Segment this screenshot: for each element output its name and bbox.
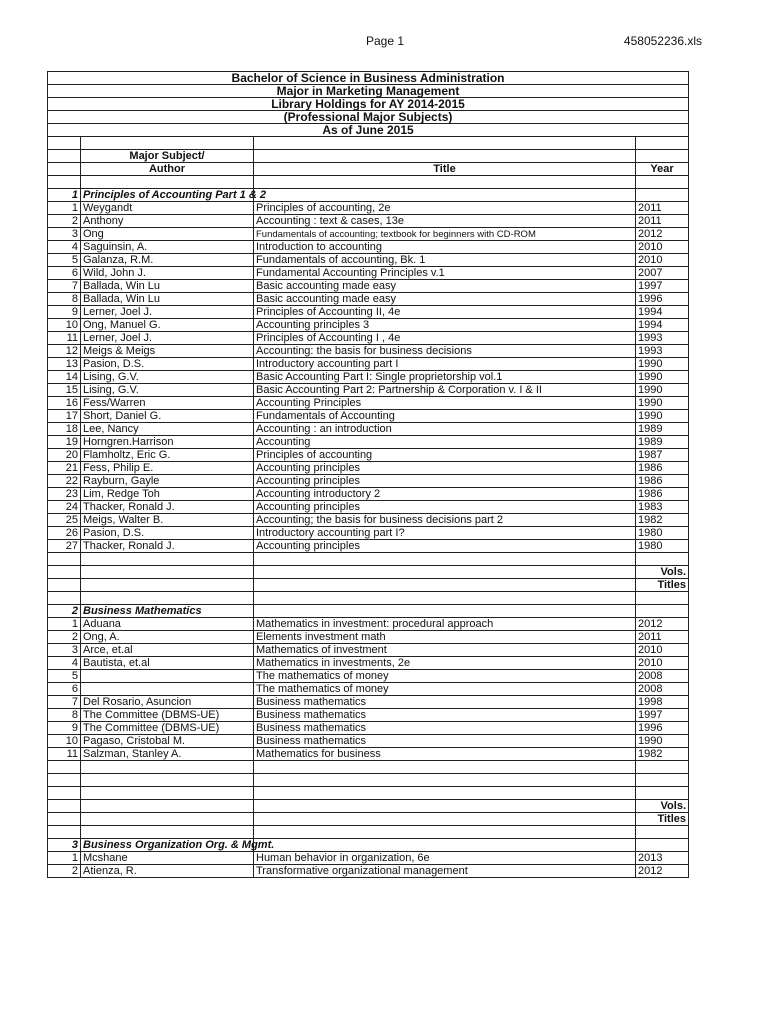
totals-row (48, 579, 689, 592)
author-cell: Short, Daniel G. (81, 410, 254, 423)
table-row (48, 709, 689, 722)
col-subject-header: Major Subject/ (81, 150, 254, 163)
author-cell: Lising, G.V. (81, 384, 254, 397)
year-cell: 1982 (636, 748, 689, 761)
table-row (48, 865, 689, 878)
author-cell: Pagaso, Cristobal M. (81, 735, 254, 748)
title-cell: Principles of Accounting II, 4e (254, 306, 636, 319)
row-number: 9 (48, 722, 81, 735)
blank-row (48, 553, 689, 566)
doc-title-line: (Professional Major Subjects) (48, 111, 689, 124)
doc-title-line: Bachelor of Science in Business Administration (48, 72, 689, 85)
table-row (48, 202, 689, 215)
title-cell: Accounting : an introduction (254, 423, 636, 436)
table-row (48, 215, 689, 228)
row-number: 2 (48, 215, 81, 228)
author-cell: Horngren.Harrison (81, 436, 254, 449)
row-number: 1 (48, 618, 81, 631)
year-cell: 1990 (636, 371, 689, 384)
year-cell: 1990 (636, 358, 689, 371)
row-number: 6 (48, 683, 81, 696)
year-cell: 1989 (636, 436, 689, 449)
row-number: 8 (48, 709, 81, 722)
section-header-row (48, 839, 689, 852)
title-cell: Principles of Accounting I , 4e (254, 332, 636, 345)
author-cell: Ong (81, 228, 254, 241)
table-row (48, 514, 689, 527)
year-cell: 2011 (636, 202, 689, 215)
row-number: 9 (48, 306, 81, 319)
title-cell: Mathematics of investment (254, 644, 636, 657)
author-cell: Mcshane (81, 852, 254, 865)
title-cell: Fundamentals of accounting; textbook for beginners with CD-ROM (254, 228, 636, 241)
row-number: 26 (48, 527, 81, 540)
page-number: Page 1 (366, 34, 405, 48)
table-row (48, 358, 689, 371)
totals-row (48, 813, 689, 826)
year-cell: 1983 (636, 501, 689, 514)
year-cell: 2007 (636, 267, 689, 280)
author-cell: Thacker, Ronald J. (81, 540, 254, 553)
section-number: 3 (48, 839, 81, 852)
author-cell: Lerner, Joel J. (81, 332, 254, 345)
year-cell: 2012 (636, 228, 689, 241)
author-cell: Meigs & Meigs (81, 345, 254, 358)
title-cell: Basic Accounting Part I: Single proprietorship vol.1 (254, 371, 636, 384)
holdings-table-body (48, 72, 689, 878)
title-cell: Accounting Principles (254, 397, 636, 410)
table-row (48, 657, 689, 670)
year-cell: 2011 (636, 215, 689, 228)
title-cell: Accounting principles 3 (254, 319, 636, 332)
table-row (48, 228, 689, 241)
title-cell: Accounting; the basis for business decisions part 2 (254, 514, 636, 527)
title-cell: Transformative organizational management (254, 865, 636, 878)
blank-row (48, 787, 689, 800)
section-header-row (48, 605, 689, 618)
year-cell: 1980 (636, 540, 689, 553)
row-number: 6 (48, 267, 81, 280)
title-cell: The mathematics of money (254, 683, 636, 696)
table-row (48, 449, 689, 462)
year-cell: 1982 (636, 514, 689, 527)
holdings-table (47, 71, 689, 878)
author-cell: Bautista, et.al (81, 657, 254, 670)
table-row (48, 332, 689, 345)
year-cell: 2013 (636, 852, 689, 865)
row-number: 10 (48, 735, 81, 748)
year-cell: 1986 (636, 475, 689, 488)
title-cell: Accounting principles (254, 475, 636, 488)
row-number: 5 (48, 670, 81, 683)
author-cell: Wild, John J. (81, 267, 254, 280)
table-row (48, 306, 689, 319)
row-number: 3 (48, 228, 81, 241)
author-cell: Galanza, R.M. (81, 254, 254, 267)
table-row (48, 722, 689, 735)
doc-title-line: Library Holdings for AY 2014-2015 (48, 98, 689, 111)
title-row (48, 85, 689, 98)
author-cell (81, 670, 254, 683)
blank-row (48, 826, 689, 839)
vols-label: Vols. (636, 800, 689, 813)
row-number: 13 (48, 358, 81, 371)
year-cell: 2012 (636, 618, 689, 631)
author-cell: Lim, Redge Toh (81, 488, 254, 501)
row-number: 24 (48, 501, 81, 514)
table-row (48, 371, 689, 384)
year-cell: 1993 (636, 332, 689, 345)
author-cell: Atienza, R. (81, 865, 254, 878)
author-cell: Saguinsin, A. (81, 241, 254, 254)
table-row (48, 384, 689, 397)
title-cell: Elements investment math (254, 631, 636, 644)
title-cell: Accounting (254, 436, 636, 449)
row-number: 2 (48, 631, 81, 644)
row-number: 1 (48, 202, 81, 215)
year-cell: 2010 (636, 644, 689, 657)
author-cell: Pasion, D.S. (81, 527, 254, 540)
title-cell: Business mathematics (254, 696, 636, 709)
row-number: 23 (48, 488, 81, 501)
year-cell: 1980 (636, 527, 689, 540)
year-cell: 2010 (636, 254, 689, 267)
table-row (48, 423, 689, 436)
col-year-header: Year (636, 163, 689, 176)
title-cell: Accounting introductory 2 (254, 488, 636, 501)
title-cell: Mathematics in investment: procedural approach (254, 618, 636, 631)
blank-row (48, 176, 689, 189)
year-cell: 1990 (636, 384, 689, 397)
row-number: 19 (48, 436, 81, 449)
title-cell: Introduction to accounting (254, 241, 636, 254)
col-title-header: Title (254, 163, 636, 176)
title-cell: Mathematics for business (254, 748, 636, 761)
row-number: 4 (48, 657, 81, 670)
year-cell: 2011 (636, 631, 689, 644)
title-row (48, 124, 689, 137)
table-row (48, 540, 689, 553)
year-cell: 1996 (636, 722, 689, 735)
author-cell: The Committee (DBMS-UE) (81, 709, 254, 722)
row-number: 2 (48, 865, 81, 878)
title-cell: Fundamentals of Accounting (254, 410, 636, 423)
author-cell: Rayburn, Gayle (81, 475, 254, 488)
title-cell: Introductory accounting part I (254, 358, 636, 371)
author-cell: Ong, Manuel G. (81, 319, 254, 332)
row-number: 11 (48, 748, 81, 761)
row-number: 16 (48, 397, 81, 410)
col-author-header: Author (81, 163, 254, 176)
author-cell: Arce, et.al (81, 644, 254, 657)
blank-row (48, 761, 689, 774)
year-cell: 1986 (636, 488, 689, 501)
title-cell: Business mathematics (254, 735, 636, 748)
author-cell: Ballada, Win Lu (81, 280, 254, 293)
year-cell: 2010 (636, 241, 689, 254)
table-row (48, 462, 689, 475)
blank-row (48, 137, 689, 150)
doc-title-line: Major in Marketing Management (48, 85, 689, 98)
section-number: 1 (48, 189, 81, 202)
row-number: 21 (48, 462, 81, 475)
title-cell: Accounting principles (254, 462, 636, 475)
section-name: Business Mathematics (81, 605, 254, 618)
title-cell: Mathematics in investments, 2e (254, 657, 636, 670)
totals-row (48, 566, 689, 579)
year-cell: 1987 (636, 449, 689, 462)
blank-row (48, 592, 689, 605)
table-row (48, 527, 689, 540)
author-cell: Thacker, Ronald J. (81, 501, 254, 514)
table-row (48, 683, 689, 696)
author-cell: Fess/Warren (81, 397, 254, 410)
title-cell: Human behavior in organization, 6e (254, 852, 636, 865)
title-row (48, 98, 689, 111)
row-number: 7 (48, 280, 81, 293)
row-number: 4 (48, 241, 81, 254)
year-cell: 1996 (636, 293, 689, 306)
row-number: 25 (48, 514, 81, 527)
blank-row (48, 774, 689, 787)
section-name: Principles of Accounting Part 1 & 2 (81, 189, 254, 202)
author-cell: Del Rosario, Asuncion (81, 696, 254, 709)
author-cell: The Committee (DBMS-UE) (81, 722, 254, 735)
title-cell: Principles of accounting (254, 449, 636, 462)
section-name: Business Organization Org. & Mgmt. (81, 839, 254, 852)
author-cell: Ballada, Win Lu (81, 293, 254, 306)
titles-label: Titles (636, 579, 689, 592)
table-row (48, 319, 689, 332)
titles-label: Titles (636, 813, 689, 826)
table-row (48, 254, 689, 267)
year-cell: 1998 (636, 696, 689, 709)
table-row (48, 696, 689, 709)
table-row (48, 852, 689, 865)
row-number: 20 (48, 449, 81, 462)
author-cell: Meigs, Walter B. (81, 514, 254, 527)
year-cell: 1997 (636, 709, 689, 722)
table-row (48, 644, 689, 657)
table-row (48, 735, 689, 748)
title-cell: Business mathematics (254, 709, 636, 722)
table-row (48, 267, 689, 280)
author-cell (81, 683, 254, 696)
author-cell: Fess, Philip E. (81, 462, 254, 475)
file-name: 458052236.xls (623, 34, 702, 48)
title-cell: Basic Accounting Part 2: Partnership & Corporation v. I & II (254, 384, 636, 397)
column-header-row (48, 163, 689, 176)
table-row (48, 631, 689, 644)
row-number: 1 (48, 852, 81, 865)
year-cell: 2012 (636, 865, 689, 878)
row-number: 22 (48, 475, 81, 488)
table-row (48, 397, 689, 410)
author-cell: Aduana (81, 618, 254, 631)
title-cell: Accounting: the basis for business decisions (254, 345, 636, 358)
author-cell: Lerner, Joel J. (81, 306, 254, 319)
row-number: 11 (48, 332, 81, 345)
row-number: 27 (48, 540, 81, 553)
author-cell: Pasion, D.S. (81, 358, 254, 371)
title-cell: Basic accounting made easy (254, 293, 636, 306)
row-number: 7 (48, 696, 81, 709)
row-number: 18 (48, 423, 81, 436)
table-row (48, 475, 689, 488)
year-cell: 2008 (636, 670, 689, 683)
title-cell: Accounting principles (254, 540, 636, 553)
table-row (48, 670, 689, 683)
page-header (0, 34, 768, 50)
author-cell: Lee, Nancy (81, 423, 254, 436)
title-cell: Business mathematics (254, 722, 636, 735)
author-cell: Weygandt (81, 202, 254, 215)
row-number: 15 (48, 384, 81, 397)
doc-title-line: As of June 2015 (48, 124, 689, 137)
table-row (48, 241, 689, 254)
year-cell: 1993 (636, 345, 689, 358)
row-number: 17 (48, 410, 81, 423)
totals-row (48, 800, 689, 813)
table-row (48, 488, 689, 501)
row-number: 5 (48, 254, 81, 267)
year-cell: 1994 (636, 319, 689, 332)
author-cell: Salzman, Stanley A. (81, 748, 254, 761)
title-cell: Accounting principles (254, 501, 636, 514)
table-row (48, 280, 689, 293)
year-cell: 2010 (636, 657, 689, 670)
author-cell: Anthony (81, 215, 254, 228)
year-cell: 1994 (636, 306, 689, 319)
title-cell: Fundamentals of accounting, Bk. 1 (254, 254, 636, 267)
year-cell: 1989 (636, 423, 689, 436)
row-number: 12 (48, 345, 81, 358)
table-row (48, 293, 689, 306)
table-row (48, 618, 689, 631)
year-cell: 1990 (636, 735, 689, 748)
title-cell: Introductory accounting part I? (254, 527, 636, 540)
table-row (48, 748, 689, 761)
row-number: 8 (48, 293, 81, 306)
title-cell: Accounting : text & cases, 13e (254, 215, 636, 228)
section-header-row (48, 189, 689, 202)
table-row (48, 345, 689, 358)
row-number: 10 (48, 319, 81, 332)
section-number: 2 (48, 605, 81, 618)
author-cell: Lising, G.V. (81, 371, 254, 384)
author-cell: Ong, A. (81, 631, 254, 644)
column-header-row (48, 150, 689, 163)
title-cell: Basic accounting made easy (254, 280, 636, 293)
year-cell: 1986 (636, 462, 689, 475)
row-number: 14 (48, 371, 81, 384)
author-cell: Flamholtz, Eric G. (81, 449, 254, 462)
year-cell: 2008 (636, 683, 689, 696)
year-cell: 1990 (636, 410, 689, 423)
row-number: 3 (48, 644, 81, 657)
table-row (48, 436, 689, 449)
table-row (48, 501, 689, 514)
title-row (48, 111, 689, 124)
title-row (48, 72, 689, 85)
title-cell: Principles of accounting, 2e (254, 202, 636, 215)
title-cell: The mathematics of money (254, 670, 636, 683)
year-cell: 1997 (636, 280, 689, 293)
table-row (48, 410, 689, 423)
title-cell: Fundamental Accounting Principles v.1 (254, 267, 636, 280)
vols-label: Vols. (636, 566, 689, 579)
year-cell: 1990 (636, 397, 689, 410)
